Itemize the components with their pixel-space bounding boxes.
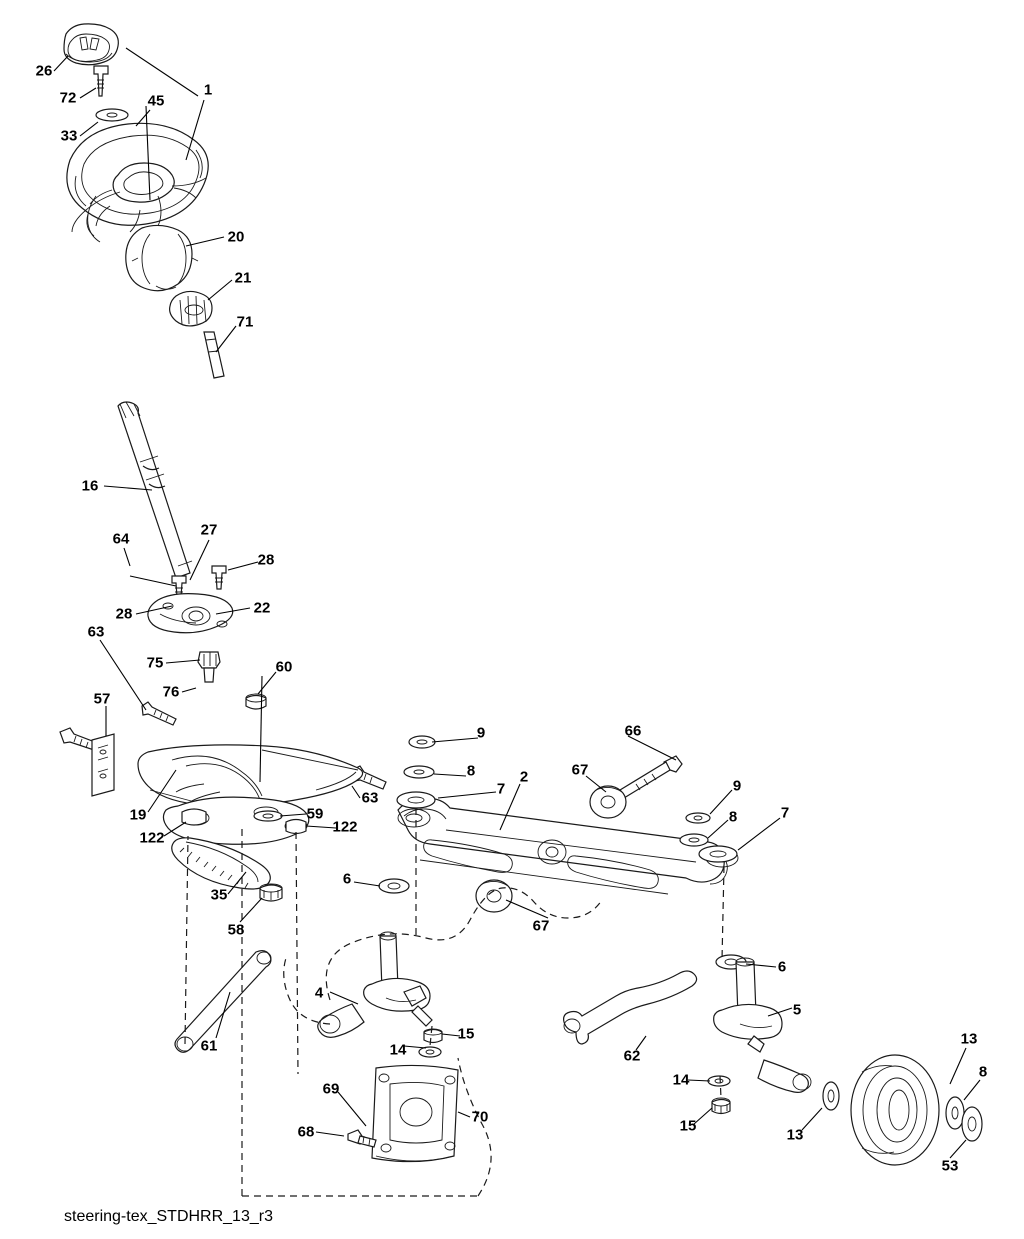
part-21-bushing — [170, 291, 212, 325]
part-122-bushing-right — [286, 820, 306, 834]
callout-number: 76 — [162, 683, 180, 701]
callout-number: 27 — [200, 521, 218, 539]
callout-number: 14 — [389, 1041, 407, 1059]
part-2-front-axle — [398, 798, 738, 894]
part-67-bushing-upper — [590, 786, 626, 818]
diagram-caption: steering-tex_STDHRR_13_r3 — [64, 1208, 273, 1225]
callout-number: 122 — [139, 829, 165, 847]
part-67-bushing-lower — [476, 880, 512, 912]
part-28-bolt — [212, 566, 226, 589]
callout-number: 7 — [780, 804, 790, 822]
part-66-bolt — [620, 756, 682, 798]
callout-number: 2 — [519, 768, 529, 786]
callout-number: 58 — [227, 921, 245, 939]
callout-number: 61 — [200, 1037, 218, 1055]
callout-number: 57 — [93, 690, 111, 708]
callout-number: 45 — [147, 92, 165, 110]
part-1-steering-wheel — [67, 123, 208, 244]
callout-number: 68 — [297, 1123, 315, 1141]
assembly-reference-curve — [326, 888, 602, 1000]
callout-number: 21 — [234, 269, 252, 287]
part-13-hub-washer — [823, 1082, 839, 1110]
callout-number: 122 — [332, 818, 358, 836]
callout-number: 16 — [81, 477, 99, 495]
callout-number: 1 — [203, 81, 213, 99]
callout-number: 19 — [129, 806, 147, 824]
callout-number: 8 — [466, 762, 476, 780]
part-57-bracket — [92, 734, 114, 796]
callout-number: 67 — [571, 761, 589, 779]
callout-number: 15 — [679, 1117, 697, 1135]
part-4-left-spindle — [318, 932, 432, 1037]
callout-number: 13 — [960, 1030, 978, 1048]
part-7-washer-right — [699, 846, 737, 862]
part-6-washer-left — [379, 879, 409, 893]
callout-number: 8 — [978, 1063, 988, 1081]
callout-number: 15 — [457, 1025, 475, 1043]
callout-number: 28 — [257, 551, 275, 569]
part-33-washer — [96, 109, 128, 121]
callout-number: 28 — [115, 605, 133, 623]
part-68-screw — [348, 1130, 376, 1147]
part-13-wheel — [851, 1055, 939, 1165]
part-72-screw — [94, 66, 108, 96]
callout-number: 60 — [275, 658, 293, 676]
callout-number: 8 — [728, 808, 738, 826]
part-35-sector-gear — [172, 838, 271, 889]
part-5-right-spindle — [714, 958, 811, 1092]
callout-number: 13 — [786, 1126, 804, 1144]
assembly-reference-line-plate — [296, 832, 298, 1074]
part-61-drag-link — [175, 951, 271, 1053]
callout-number: 14 — [672, 1071, 690, 1089]
part-26-emblem — [64, 24, 118, 65]
part-14-washer-left — [419, 1047, 441, 1057]
callout-number: 35 — [210, 886, 228, 904]
callout-number: 63 — [361, 789, 379, 807]
part-71-upper-shaft — [204, 332, 224, 378]
callout-number: 63 — [87, 623, 105, 641]
assembly-reference-line-right — [458, 1058, 491, 1196]
part-58-nut — [260, 884, 282, 901]
callout-number: 6 — [342, 870, 352, 888]
callout-number: 9 — [476, 724, 486, 742]
part-15-nut-left — [424, 1029, 442, 1043]
callout-number: 26 — [35, 62, 53, 80]
part-59-washer — [254, 811, 282, 821]
part-60-spacer — [246, 694, 266, 709]
callout-number: 67 — [532, 917, 550, 935]
callout-number: 5 — [792, 1001, 802, 1019]
part-19-steering-plate — [138, 745, 363, 847]
part-8-washer-left — [404, 766, 434, 778]
callout-number: 20 — [227, 228, 245, 246]
part-15-nut-right — [712, 1098, 730, 1114]
callout-number: 71 — [236, 313, 254, 331]
callout-number: 9 — [732, 777, 742, 795]
part-16-steering-shaft — [118, 402, 192, 578]
part-9-washer-right — [686, 813, 710, 823]
callout-number: 62 — [623, 1047, 641, 1065]
part-9-washer-left — [409, 736, 435, 748]
callout-number: 59 — [306, 805, 324, 823]
part-70-plate — [372, 1065, 458, 1161]
part-75-fitting — [198, 652, 220, 682]
callout-number: 66 — [624, 722, 642, 740]
part-8-washer-hub — [946, 1097, 964, 1129]
callout-number: 64 — [112, 530, 130, 548]
callout-number: 53 — [941, 1157, 959, 1175]
part-8-washer-right — [680, 834, 708, 846]
callout-number: 4 — [314, 984, 324, 1002]
part-53-cap — [962, 1107, 982, 1141]
callout-number: 70 — [471, 1108, 489, 1126]
part-7-washer-left — [397, 792, 435, 808]
callout-number: 6 — [777, 958, 787, 976]
callout-number: 33 — [60, 127, 78, 145]
part-76-screw — [142, 702, 176, 725]
callout-number: 75 — [146, 654, 164, 672]
callout-number: 69 — [322, 1080, 340, 1098]
part-62-tie-rod — [564, 971, 697, 1044]
part-14-washer-right — [708, 1076, 730, 1086]
part-20-adapter — [126, 225, 198, 290]
callout-number: 72 — [59, 89, 77, 107]
callout-number: 7 — [496, 780, 506, 798]
callout-number: 22 — [253, 599, 271, 617]
